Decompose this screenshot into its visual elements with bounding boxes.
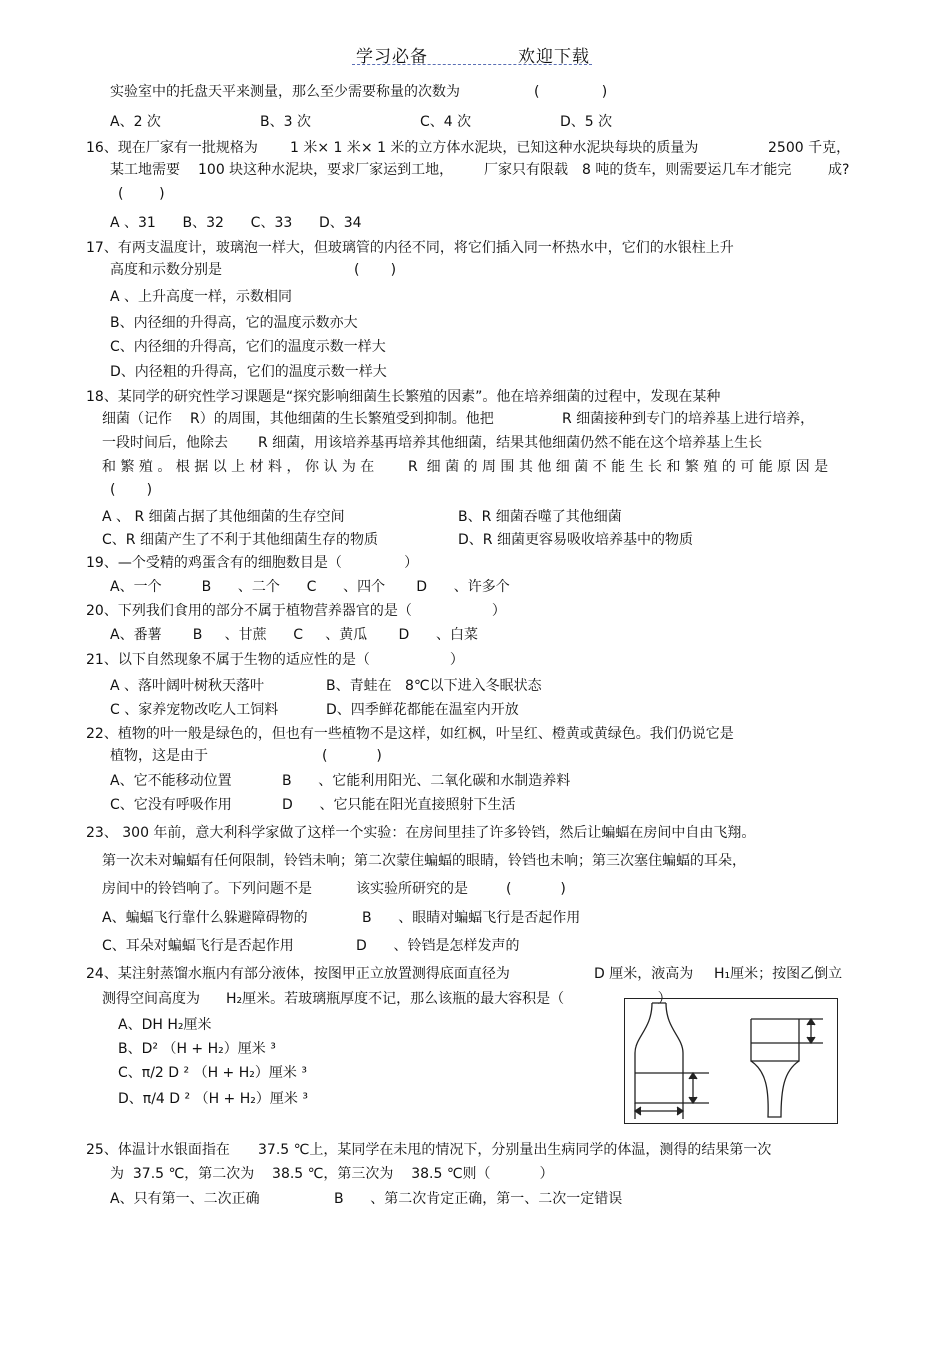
bottle-figure	[625, 999, 837, 1123]
q23-line1: 23、 300 年前，意大利科学家做了这样一个实验：在房间里挂了许多铃铛，然后让蝙蝠在房间中自由飞翔。	[86, 825, 756, 841]
q18-line2a: 细菌（记作	[102, 411, 172, 427]
q24-option-d: D、π/4 D ² （H + H₂）厘米 ³	[118, 1091, 308, 1107]
q16-line1b: 1 米× 1 米× 1 米的立方体水泥块，已知这种水泥块每块的质量为	[290, 140, 699, 156]
q17-option-a: A 、上升高度一样，示数相同	[110, 289, 293, 305]
q18-line1: 18、某同学的研究性学习课题是“探究影响细菌生长繁殖的因素”。他在培养细菌的过程中，发现在某种	[86, 389, 721, 405]
q23-paren: ( )	[506, 881, 566, 897]
q15-option-b: B、3 次	[260, 114, 311, 130]
q16-line2d: 8 吨的货车，则需要运几车才能完	[582, 162, 792, 178]
q15-option-a: A、2 次	[110, 114, 161, 130]
q18-option-c: C、R 细菌产生了不利于其他细菌生存的物质	[102, 532, 378, 548]
q18-line4b: R 细 菌 的 周 围 其 他 细 菌 不 能 生 长 和 繁 殖 的 可 能 原 因 是	[408, 459, 829, 475]
q15-paren: ( )	[534, 84, 608, 100]
q21-option-a: A 、落叶阔叶树秋天落叶	[110, 678, 265, 694]
q18-line2c: R 细菌接种到专门的培养基上进行培养，	[562, 411, 815, 427]
q18-line3a: 一段时间后，他除去	[102, 435, 228, 451]
q18-line2b: R）的周围，其他细菌的生长繁殖受到抑制。他把	[190, 411, 494, 427]
q22-line1: 22、植物的叶一般是绿色的，但也有一些植物不是这样，如红枫，叶呈红、橙黄或黄绿色。我们仍说它是	[86, 726, 734, 742]
q24-line1a: 24、某注射蒸馏水瓶内有部分液体，按图甲正立放置测得底面直径为	[86, 966, 510, 982]
q22-option-b: B 、它能利用阳光、二氧化碳和水制造养料	[282, 773, 571, 789]
q25-option-b: B 、第二次肯定正确，第一、二次一定错误	[334, 1191, 623, 1207]
header-left: 学习必备	[356, 47, 428, 67]
q20-options: A、番薯 B 、甘蔗 C 、黄瓜 D 、白菜	[110, 627, 478, 643]
q17-line2: 高度和示数分别是	[110, 262, 222, 278]
q25-option-a: A、只有第一、二次正确	[110, 1191, 260, 1207]
q23-line3b: 该实验所研究的是	[356, 881, 468, 897]
q22-option-a: A、它不能移动位置	[110, 773, 232, 789]
q18-line3b: R 细菌，用该培养基再培养其他细菌，结果其他细菌仍然不能在这个培养基上生长	[258, 435, 763, 451]
q16-line1c: 2500 千克，	[768, 140, 851, 156]
q24-line1b: D 厘米，液高为	[594, 966, 694, 982]
header-right: 欢迎下载	[518, 47, 590, 67]
q17-option-d: D、内径粗的升得高，它们的温度示数一样大	[110, 364, 387, 380]
q18-option-a: A 、 R 细菌占据了其他细菌的生存空间	[102, 509, 345, 525]
q25-line2: 为 37.5 ℃，第二次为 38.5 ℃，第三次为 38.5 ℃则（ ）	[110, 1166, 554, 1182]
q15-option-d: D、5 次	[560, 114, 613, 130]
q17-option-c: C、内径细的升得高，它们的温度示数一样大	[110, 339, 386, 355]
q16-line2b: 100 块这种水泥块，要求厂家运到工地，	[198, 162, 454, 178]
bottle-upright	[635, 1003, 709, 1119]
q16-paren: ( )	[118, 186, 165, 202]
q15-option-c: C、4 次	[420, 114, 472, 130]
q24-option-a: A、DH H₂厘米	[118, 1017, 212, 1033]
q21-stem: 21、以下自然现象不属于生物的适应性的是（ ）	[86, 652, 464, 668]
q16-line1a: 16、现在厂家有一批规格为	[86, 140, 258, 156]
q18-option-d: D、R 细菌更容易吸收培养基中的物质	[458, 532, 693, 548]
q24-line2b: H₂厘米。若玻璃瓶厚度不记，那么该瓶的最大容积是（ ）	[226, 991, 672, 1007]
q15-stem: 实验室中的托盘天平来测量，那么至少需要称量的次数为	[110, 84, 460, 100]
q16-options: A 、31 B、32 C、33 D、34	[110, 215, 362, 231]
bottle-inverted	[751, 1019, 823, 1117]
q18-option-b: B、R 细菌吞噬了其他细菌	[458, 509, 622, 525]
q19-stem: 19、—个受精的鸡蛋含有的细胞数目是（ ）	[86, 555, 419, 571]
q21-option-b: B、青蛙在 8℃以下进入冬眠状态	[326, 678, 542, 694]
q16-line2e: 成?	[828, 162, 850, 178]
q23-option-c: C、耳朵对蝙蝠飞行是否起作用	[102, 938, 294, 954]
bottle-diagram	[624, 998, 838, 1124]
q23-line2: 第一次未对蝙蝠有任何限制，铃铛未响；第二次蒙住蝙蝠的眼睛，铃铛也未响；第三次塞住蝙蝠的耳朵，	[102, 853, 746, 869]
q19-options: A、一个 B 、二个 C 、四个 D 、许多个	[110, 579, 510, 595]
q16-line2a: 某工地需要	[110, 162, 180, 178]
q22-line2: 植物，这是由于	[110, 748, 208, 764]
q17-option-b: B、内径细的升得高，它的温度示数亦大	[110, 315, 358, 331]
q17-line1: 17、有两支温度计，玻璃泡一样大，但玻璃管的内径不同，将它们插入同一杯热水中，它们的水银柱上升	[86, 240, 734, 256]
q23-option-b: B 、眼睛对蝙蝠飞行是否起作用	[362, 910, 581, 926]
q16-line2c: 厂家只有限载	[484, 162, 568, 178]
q25-line1b: 37.5 ℃上，某同学在未甩的情况下，分别量出生病同学的体温，测得的结果第一次	[258, 1142, 772, 1158]
header-divider	[352, 64, 592, 65]
q20-stem: 20、下列我们食用的部分不属于植物营养器官的是（ ）	[86, 603, 506, 619]
q22-option-c: C、它没有呼吸作用	[110, 797, 232, 813]
q17-paren: ( )	[354, 262, 397, 278]
q23-line3a: 房间中的铃铛响了。下列问题不是	[102, 881, 312, 897]
q24-line1c: H₁厘米；按图乙倒立	[714, 966, 843, 982]
q23-option-d: D 、铃铛是怎样发声的	[356, 938, 520, 954]
q18-paren: ( )	[110, 482, 153, 498]
q24-option-b: B、D² （H + H₂）厘米 ³	[118, 1041, 276, 1057]
q24-line2a: 测得空间高度为	[102, 991, 200, 1007]
q21-option-d: D、四季鲜花都能在温室内开放	[326, 702, 519, 718]
q18-line4a: 和 繁 殖 。 根 据 以 上 材 料 ， 你 认 为 在	[102, 459, 375, 475]
q23-option-a: A、蝙蝠飞行靠什么躲避障碍物的	[102, 910, 308, 926]
q21-option-c: C 、家养宠物改吃人工饲料	[110, 702, 279, 718]
q22-option-d: D 、它只能在阳光直接照射下生活	[282, 797, 516, 813]
q25-line1a: 25、体温计水银面指在	[86, 1142, 230, 1158]
q22-paren: ( )	[322, 748, 382, 764]
q24-option-c: C、π/2 D ² （H + H₂）厘米 ³	[118, 1065, 307, 1081]
